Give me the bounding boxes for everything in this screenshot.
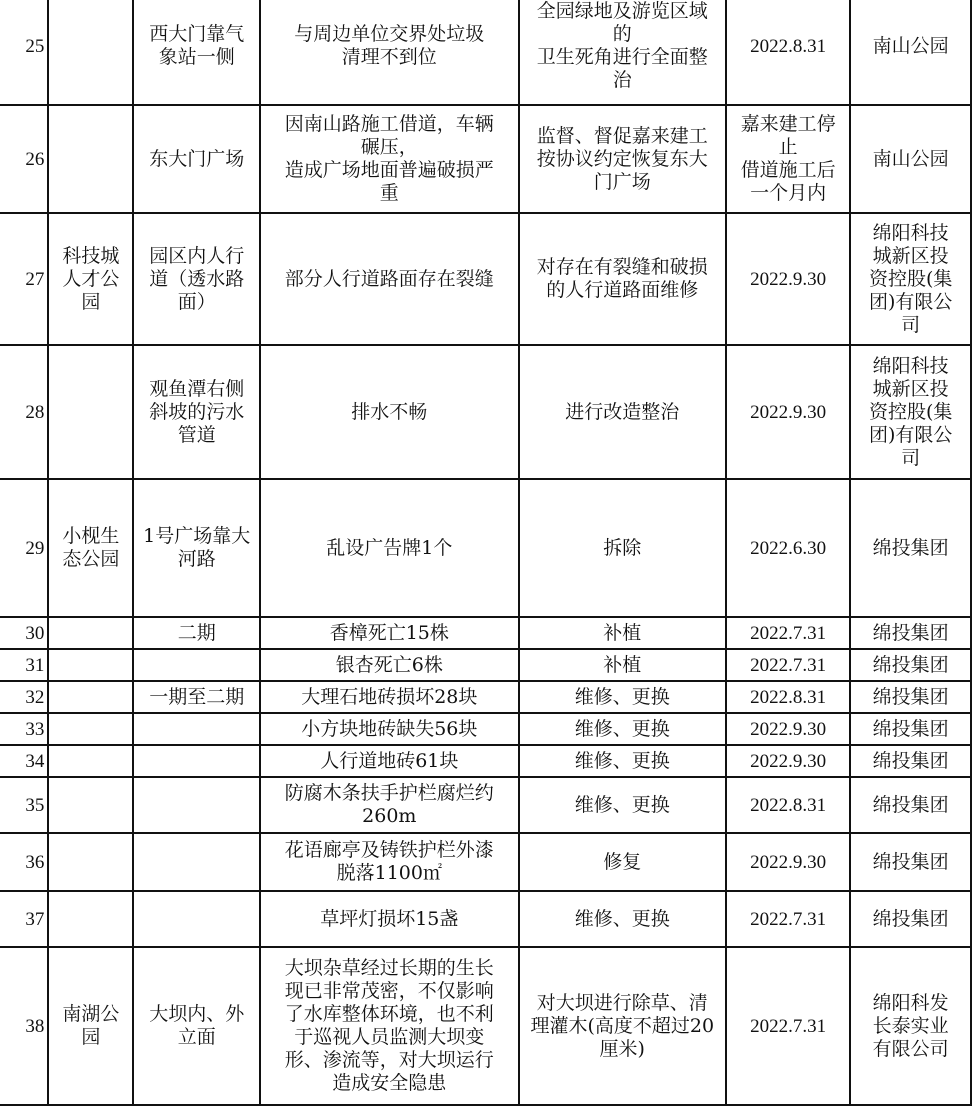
deadline-cell: 2022.9.30 [726, 213, 850, 345]
park-name: 科技城 人才公 园 [48, 213, 133, 345]
measure-cell: 拆除 [519, 479, 726, 617]
table-row [0, 745, 971, 777]
park-name [48, 891, 133, 947]
deadline-cell: 2022.9.30 [726, 713, 850, 745]
issue-cell: 大坝杂草经过长期的生长 现已非常茂密，不仅影响 了水库整体环境，也不利 于巡视人员监测大坝变 形、渗流等，对大坝运行 造成安全隐患 [260, 947, 519, 1105]
location-cell: 园区内人行 道（透水路 面） [133, 213, 260, 345]
issue-cell: 花语廊亭及铸铁护栏外漆 脱落1100㎡ [260, 833, 519, 891]
location-cell [133, 745, 260, 777]
table-row [0, 777, 971, 833]
measure-cell: 维修、更换 [519, 777, 726, 833]
issue-cell: 草坪灯损坏15盏 [260, 891, 519, 947]
row-number: 32 [0, 681, 48, 713]
table-row [0, 617, 971, 649]
park-name [48, 681, 133, 713]
location-cell: 观鱼潭右侧 斜坡的污水 管道 [133, 345, 260, 479]
table-row [0, 479, 971, 617]
issue-cell: 排水不畅 [260, 345, 519, 479]
row-number: 26 [0, 105, 48, 213]
issue-cell: 小方块地砖缺失56块 [260, 713, 519, 745]
issue-cell: 人行道地砖61块 [260, 745, 519, 777]
row-number: 34 [0, 745, 48, 777]
issue-cell: 与周边单位交界处垃圾 清理不到位 [260, 0, 519, 105]
measure-cell: 对大坝进行除草、清 理灌木(高度不超过20 厘米) [519, 947, 726, 1105]
issue-cell: 乱设广告牌1个 [260, 479, 519, 617]
deadline-cell: 2022.6.30 [726, 479, 850, 617]
location-cell: 二期 [133, 617, 260, 649]
table-row [0, 681, 971, 713]
row-number: 35 [0, 777, 48, 833]
row-number: 37 [0, 891, 48, 947]
responsible-unit-cell: 绵投集团 [850, 649, 971, 681]
location-cell: 西大门靠气 象站一侧 [133, 0, 260, 105]
responsible-unit-cell: 绵投集团 [850, 479, 971, 617]
deadline-cell: 2022.7.31 [726, 891, 850, 947]
measure-cell: 补植 [519, 617, 726, 649]
responsible-unit-cell: 绵阳科技 城新区投 资控股(集 团)有限公 司 [850, 345, 971, 479]
responsible-unit-cell: 绵投集团 [850, 833, 971, 891]
measure-cell: 修复 [519, 833, 726, 891]
deadline-cell: 2022.9.30 [726, 345, 850, 479]
responsible-unit-cell: 南山公园 [850, 0, 971, 105]
responsible-unit-cell: 绵阳科技 城新区投 资控股(集 团)有限公 司 [850, 213, 971, 345]
measure-cell: 对存在有裂缝和破损 的人行道路面维修 [519, 213, 726, 345]
responsible-unit-cell: 绵投集团 [850, 745, 971, 777]
row-number: 30 [0, 617, 48, 649]
location-cell: 一期至二期 [133, 681, 260, 713]
deadline-cell: 2022.7.31 [726, 649, 850, 681]
table-row [0, 345, 971, 479]
location-cell: 东大门广场 [133, 105, 260, 213]
deadline-cell: 2022.9.30 [726, 745, 850, 777]
table-row [0, 713, 971, 745]
park-name [48, 777, 133, 833]
park-name: 小枧生 态公园 [48, 479, 133, 617]
measure-cell: 维修、更换 [519, 713, 726, 745]
park-name [48, 105, 133, 213]
park-name [48, 345, 133, 479]
responsible-unit-cell: 绵投集团 [850, 777, 971, 833]
park-name [48, 649, 133, 681]
table-row [0, 649, 971, 681]
measure-cell: 维修、更换 [519, 891, 726, 947]
deadline-cell: 嘉来建工停 止 借道施工后 一个月内 [726, 105, 850, 213]
issue-cell: 防腐木条扶手护栏腐烂约 260m [260, 777, 519, 833]
row-number: 28 [0, 345, 48, 479]
deadline-cell: 2022.8.31 [726, 681, 850, 713]
table-row [0, 833, 971, 891]
location-cell: 1号广场靠大 河路 [133, 479, 260, 617]
responsible-unit-cell: 绵投集团 [850, 891, 971, 947]
location-cell [133, 833, 260, 891]
responsible-unit-cell: 绵投集团 [850, 617, 971, 649]
row-number: 36 [0, 833, 48, 891]
deadline-cell: 2022.9.30 [726, 833, 850, 891]
location-cell [133, 891, 260, 947]
deadline-cell: 2022.7.31 [726, 947, 850, 1105]
deadline-cell: 2022.8.31 [726, 0, 850, 105]
deadline-cell: 2022.8.31 [726, 777, 850, 833]
responsible-unit-cell: 南山公园 [850, 105, 971, 213]
measure-cell: 维修、更换 [519, 681, 726, 713]
responsible-unit-cell: 绵投集团 [850, 681, 971, 713]
row-number: 31 [0, 649, 48, 681]
deadline-cell: 2022.7.31 [726, 617, 850, 649]
row-number: 25 [0, 0, 48, 105]
measure-cell: 全园绿地及游览区域 的 卫生死角进行全面整 治 [519, 0, 726, 105]
responsible-unit-cell: 绵阳科发 长泰实业 有限公司 [850, 947, 971, 1105]
park-name [48, 0, 133, 105]
measure-cell: 监督、督促嘉来建工 按协议约定恢复东大 门广场 [519, 105, 726, 213]
row-number: 27 [0, 213, 48, 345]
row-number: 38 [0, 947, 48, 1105]
issue-cell: 香樟死亡15株 [260, 617, 519, 649]
park-name [48, 617, 133, 649]
measure-cell: 补植 [519, 649, 726, 681]
row-number: 29 [0, 479, 48, 617]
park-name [48, 713, 133, 745]
park-name [48, 745, 133, 777]
issue-cell: 部分人行道路面存在裂缝 [260, 213, 519, 345]
issue-cell: 大理石地砖损坏28块 [260, 681, 519, 713]
issue-cell: 银杏死亡6株 [260, 649, 519, 681]
table-row [0, 213, 971, 345]
measure-cell: 进行改造整治 [519, 345, 726, 479]
table-row [0, 947, 971, 1105]
location-cell [133, 777, 260, 833]
measure-cell: 维修、更换 [519, 745, 726, 777]
responsible-unit-cell: 绵投集团 [850, 713, 971, 745]
table-row [0, 0, 971, 105]
location-cell [133, 649, 260, 681]
park-name [48, 833, 133, 891]
park-name: 南湖公 园 [48, 947, 133, 1105]
issue-cell: 因南山路施工借道，车辆 碾压， 造成广场地面普遍破损严 重 [260, 105, 519, 213]
row-number: 33 [0, 713, 48, 745]
location-cell [133, 713, 260, 745]
table-row [0, 105, 971, 213]
location-cell: 大坝内、外 立面 [133, 947, 260, 1105]
table-row [0, 891, 971, 947]
